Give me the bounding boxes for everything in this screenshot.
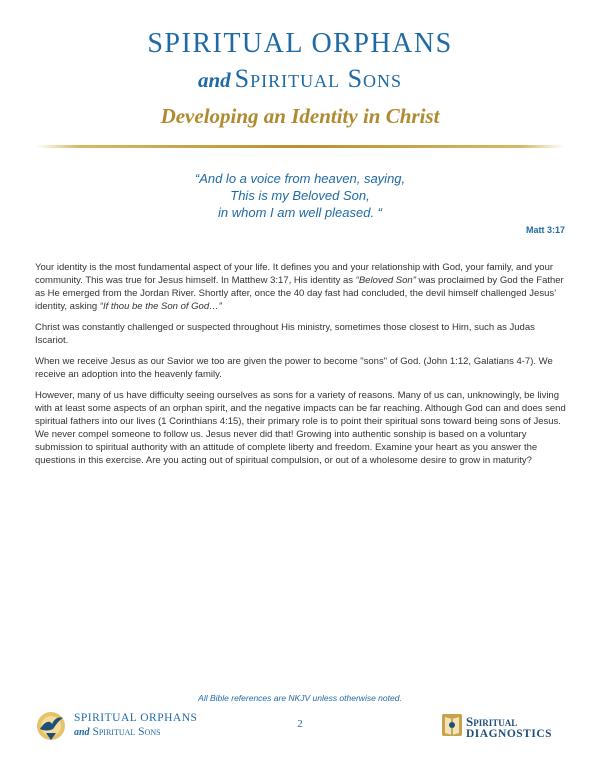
gold-divider [36,145,564,148]
page-subtitle: Developing an Identity in Christ [160,104,440,128]
page-title-line2 [0,64,600,94]
p1-text-a: Your identity is the most fundamental aspect of your life. It defines you and your relationship with God, your family, and your community. This was true for Jesus himself. In Matthew 3:17, His identity as [35,262,554,286]
paragraph-4: However, many of us have difficulty seeing ourselves as sons for a variety of reasons. Many of us can, unknowingly, be living with at least some aspects of an orphan spirit, and the negative impacts can be far reaching. Although God can and does send spiritual fathers into our lives (1 Corinthians 4:15), their primary role is to point their spiritual sons toward being sons of Jesus. We never compel someone to follow us. Jesus never did that! Growing into authentic sonship is based on a voluntary submission to spiritual authority with an attitude of complete liberty and freedom. Examine your heart as you answer the questions in this exercise. Are you acting out of spiritual compulsion, or out of a wholesome desire to grow in maturity? [35,390,566,466]
left-logo-sons: Spiritual Sons [92,726,161,738]
title-and: and [197,68,231,92]
right-logo-line1: Spiritual [466,714,518,729]
title-sons: Spiritual Sons [234,64,403,93]
open-book-icon [440,710,464,740]
quote-line-3: in whom I am well pleased. “ [217,205,382,220]
body-text [35,261,570,475]
paragraph-3: When we receive Jesus as our Savior we too are given the power to become "sons" of God. (John 1:12, Galatians 4-7). We receive an adoption into the heavenly family. [35,356,553,380]
page-number: 2 [297,718,303,730]
spiritual-diagnostics-logo [440,710,580,746]
scripture-quote [0,170,600,235]
paragraph-1 [35,261,570,313]
p1-text-b: was proclaimed by God the Father as He emerged from the Jordan River. Shortly after, once the 40 day fast had concluded, the devil himself challenged Jesus’ identity, asking [35,275,564,312]
left-logo-line1: SPIRITUAL ORPHANS [74,712,198,724]
quote-line-1: “And lo a voice from heaven, saying, [194,171,406,186]
p1-emphasis-1: “Beloved Son” [355,275,416,286]
page-title: SPIRITUAL ORPHANS [147,28,453,59]
left-logo-and: and [74,727,90,738]
quote-reference: Matt 3:17 [525,225,565,235]
right-logo-line2: DIAGNOSTICS [466,728,553,740]
quote-line-2: This is my Beloved Son, [230,188,370,203]
footnote: All Bible references are NKJV unless otherwise noted. [198,693,402,703]
p1-emphasis-2: “If thou be the Son of God…” [99,301,222,312]
paragraph-2: Christ was constantly challenged or suspected throughout His ministry, sometimes those closest to Him, such as Judas Iscariot. [35,322,535,346]
